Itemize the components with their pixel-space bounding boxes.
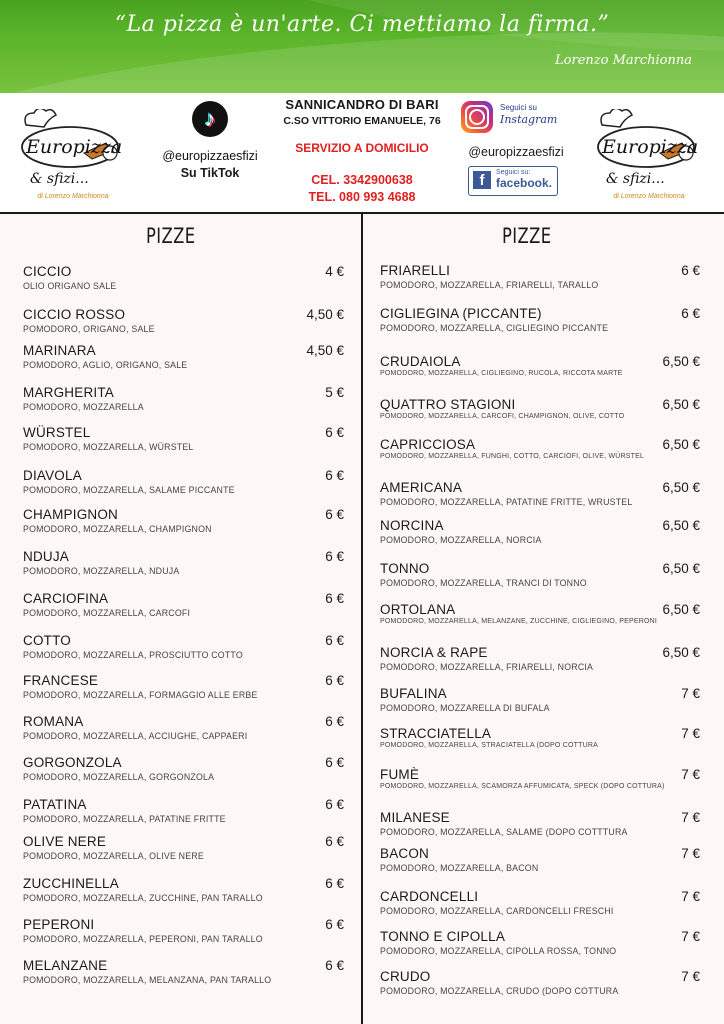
pizza-ingredients: POMODORO, MOZZARELLA, CARDONCELLI FRESCHI — [380, 906, 614, 916]
pizza-name: PEPERONI — [23, 917, 95, 932]
pizza-ingredients: POMODORO, ORIGANO, SALE — [23, 324, 155, 334]
city: SANNICANDRO DI BARI — [285, 97, 439, 112]
pizza-name: DIAVOLA — [23, 468, 82, 483]
pizza-name: MELANZANE — [23, 958, 108, 973]
pizza-price: 4 € — [325, 264, 344, 279]
pizza-price: 6 € — [325, 755, 344, 770]
pizza-price: 6 € — [325, 673, 344, 688]
address: C.SO VITTORIO EMANUELE, 76 — [283, 115, 441, 127]
pizza-price: 6 € — [681, 306, 700, 321]
pizza-ingredients: POMODORO, MOZZARELLA, CIGLIEGINO, RUCOLA, RICCOTA MARTE — [380, 370, 623, 377]
pizza-ingredients: POMODORO, MOZZARELLA, FRIARELLI, TARALLO — [380, 280, 599, 290]
pizza-name: CICCIO ROSSO — [23, 307, 126, 322]
logo-right — [594, 109, 704, 205]
pizza-price: 6 € — [325, 714, 344, 729]
pizza-ingredients: POMODORO, AGLIO, ORIGANO, SALE — [23, 360, 188, 370]
tiktok-handle[interactable]: @europizzaesfizi — [162, 149, 258, 163]
pizza-price: 4,50 € — [306, 343, 344, 358]
pizza-price: 5 € — [325, 385, 344, 400]
logo-subtitle: di Lorenzo Marchionna — [37, 193, 109, 200]
pizza-name: TONNO E CIPOLLA — [380, 929, 506, 944]
pizza-price: 6,50 € — [662, 518, 700, 533]
pizza-name: CARDONCELLI — [380, 889, 479, 904]
pizza-ingredients: POMODORO, MOZZARELLA, ZUCCHINE, PAN TARALLO — [23, 893, 263, 903]
pizza-ingredients: POMODORO, MOZZARELLA, OLIVE NERE — [23, 851, 204, 861]
pizza-price: 7 € — [681, 686, 700, 701]
pizza-name: ORTOLANA — [380, 602, 456, 617]
banner-quote: “La pizza è un'arte. Ci mettiamo la firma.” — [114, 12, 610, 37]
pizza-price: 6,50 € — [662, 561, 700, 576]
instagram-text — [500, 103, 557, 126]
pizza-ingredients: POMODORO, MOZZARELLA, TRANCI DI TONNO — [380, 578, 587, 588]
pizza-name: GORGONZOLA — [23, 755, 122, 770]
pizza-price: 4,50 € — [306, 307, 344, 322]
logo-sfizi: & sfizi... — [606, 171, 665, 187]
left-column-title: PIZZE — [146, 224, 196, 248]
pizza-name: WÜRSTEL — [23, 425, 91, 440]
top-banner — [0, 0, 724, 93]
pizza-name: ZUCCHINELLA — [23, 876, 119, 891]
pizza-name: COTTO — [23, 633, 71, 648]
pizza-price: 6 € — [325, 549, 344, 564]
pizza-price: 6 € — [325, 797, 344, 812]
instagram-handle[interactable]: @europizzaesfizi — [468, 145, 564, 159]
instagram-icon[interactable] — [461, 101, 493, 133]
pizza-price: 6,50 € — [662, 397, 700, 412]
chef-logo-icon — [594, 109, 704, 179]
pizza-price: 6 € — [325, 633, 344, 648]
pizza-ingredients: POMODORO, MOZZARELLA, NORCIA — [380, 535, 542, 545]
pizza-price: 6 € — [325, 917, 344, 932]
pizza-ingredients: POMODORO, MOZZARELLA, CIPOLLA ROSSA, TONNO — [380, 946, 617, 956]
column-divider — [361, 212, 363, 1024]
pizza-name: CIGLIEGINA (PICCANTE) — [380, 306, 542, 321]
pizza-name: OLIVE NERE — [23, 834, 107, 849]
delivery-service: SERVIZIO A DOMICILIO — [295, 141, 429, 155]
pizza-price: 6,50 € — [662, 480, 700, 495]
pizza-name: CARCIOFINA — [23, 591, 109, 606]
pizza-price: 7 € — [681, 889, 700, 904]
pizza-name: TONNO — [380, 561, 430, 576]
pizza-ingredients: POMODORO, MOZZARELLA, PEPERONI, PAN TARALLO — [23, 934, 263, 944]
pizza-ingredients: POMODORO, MOZZARELLA, CARCOFI — [23, 608, 191, 618]
pizza-name: CRUDO — [380, 969, 431, 984]
landline-phone[interactable]: TEL. 080 993 4688 — [308, 190, 416, 204]
svg-text:Europizza: Europizza — [602, 136, 699, 158]
pizza-ingredients: POMODORO, MOZZARELLA, CRUDO (DOPO COTTURA — [380, 986, 619, 996]
facebook-icon[interactable]: f — [473, 171, 491, 189]
pizza-name: QUATTRO STAGIONI — [380, 397, 516, 412]
pizza-price: 6 € — [325, 425, 344, 440]
pizza-ingredients: POMODORO, MOZZARELLA, MELANZANE, ZUCCHINE, CIGLIEGINO, PEPERONI — [380, 618, 658, 625]
pizza-price: 6 € — [325, 834, 344, 849]
pizza-price: 6 € — [325, 876, 344, 891]
pizza-ingredients: POMODORO, MOZZARELLA, BACON — [380, 863, 539, 873]
pizza-name: MILANESE — [380, 810, 450, 825]
pizza-ingredients: POMODORO, MOZZARELLA, PROSCIUTTO COTTO — [23, 650, 243, 660]
svg-text:Europizza: Europizza — [26, 136, 123, 158]
pizza-ingredients: POMODORO, MOZZARELLA, SCAMORZA AFFUMICATA, SPECK (DOPO COTTURA) — [380, 783, 665, 790]
pizza-ingredients: POMODORO, MOZZARELLA, SALAME (DOPO COTTTURA — [380, 827, 628, 837]
pizza-name: FUMÈ — [380, 767, 420, 782]
pizza-price: 7 € — [681, 726, 700, 741]
tiktok-block[interactable] — [150, 101, 270, 180]
pizza-name: BACON — [380, 846, 430, 861]
pizza-price: 6 € — [325, 468, 344, 483]
pizza-ingredients: POMODORO, MOZZARELLA, CHAMPIGNON — [23, 524, 212, 534]
pizza-name: NDUJA — [23, 549, 70, 564]
pizza-ingredients: POMODORO, MOZZARELLA, WÜRSTEL — [23, 442, 194, 452]
right-column-title: PIZZE — [502, 224, 552, 248]
pizza-ingredients: POMODORO, MOZZARELLA DI BUFALA — [380, 703, 550, 713]
pizza-name: FRIARELLI — [380, 263, 451, 278]
instagram-follow: Seguici su — [500, 103, 537, 112]
pizza-name: BUFALINA — [380, 686, 447, 701]
pizza-ingredients: POMODORO, MOZZARELLA, NDUJA — [23, 566, 180, 576]
pizza-ingredients: POMODORO, MOZZARELLA, GORGONZOLA — [23, 772, 215, 782]
pizza-name: AMERICANA — [380, 480, 463, 495]
chef-logo-icon — [18, 109, 128, 179]
pizza-ingredients: POMODORO, MOZZARELLA, CIGLIEGINO PICCANTE — [380, 323, 609, 333]
pizza-ingredients: POMODORO, MOZZARELLA, ACCIUGHE, CAPPAERI — [23, 731, 248, 741]
pizza-price: 7 € — [681, 969, 700, 984]
pizza-price: 6,50 € — [662, 602, 700, 617]
tiktok-icon[interactable]: ♪ — [192, 101, 228, 137]
header — [0, 93, 724, 214]
pizza-price: 6 € — [325, 591, 344, 606]
pizza-ingredients: POMODORO, MOZZARELLA, PATATINE FRITTE — [23, 814, 226, 824]
social-block — [456, 99, 576, 196]
pizza-ingredients: POMODORO, MOZZARELLA, FORMAGGIO ALLE ERBE — [23, 690, 258, 700]
banner-author: Lorenzo Marchionna — [555, 53, 692, 68]
tiktok-label: Su TikTok — [180, 166, 240, 180]
pizza-name: FRANCESE — [23, 673, 99, 688]
pizza-price: 6,50 € — [662, 437, 700, 452]
pizza-name: STRACCIATELLA — [380, 726, 492, 741]
logo-sfizi: & sfizi... — [30, 171, 89, 187]
pizza-price: 7 € — [681, 929, 700, 944]
pizza-ingredients: POMODORO, MOZZARELLA, CARCOFI, CHAMPIGNON, OLIVE, COTTO — [380, 413, 625, 420]
facebook-name: facebook. — [496, 175, 553, 190]
pizza-name: MARINARA — [23, 343, 96, 358]
pizza-name: CRUDAIOLA — [380, 354, 461, 369]
logo-left — [18, 109, 128, 205]
pizza-ingredients: POMODORO, MOZZARELLA, SALAME PICCANTE — [23, 485, 235, 495]
pizza-price: 6,50 € — [662, 645, 700, 660]
pizza-price: 6,50 € — [662, 354, 700, 369]
pizza-ingredients: POMODORO, MOZZARELLA, MELANZANA, PAN TARALLO — [23, 975, 272, 985]
pizza-name: CICCIO — [23, 264, 72, 279]
pizza-price: 6 € — [681, 263, 700, 278]
pizza-name: NORCINA — [380, 518, 444, 533]
pizza-price: 7 € — [681, 810, 700, 825]
logo-subtitle: di Lorenzo Marchionna — [613, 193, 685, 200]
pizza-ingredients: POMODORO, MOZZARELLA — [23, 402, 144, 412]
pizza-name: NORCIA & RAPE — [380, 645, 488, 660]
facebook-text — [496, 169, 552, 190]
pizza-price: 7 € — [681, 846, 700, 861]
pizza-ingredients: POMODORO, MOZZARELLA, FRIARELLI, NORCIA — [380, 662, 594, 672]
mobile-phone[interactable]: CEL. 3342900638 — [311, 173, 413, 187]
pizza-ingredients: POMODORO, MOZZARELLA, PATATINE FRITTE, WRUSTEL — [380, 497, 633, 507]
facebook-badge[interactable] — [468, 166, 558, 196]
pizza-ingredients: POMODORO, MOZZARELLA, STRACIATELLA (DOPO COTTURA — [380, 742, 598, 749]
pizza-ingredients: OLIO ORIGANO SALE — [23, 281, 117, 291]
pizza-ingredients: POMODORO, MOZZARELLA, FUNGHI, COTTO, CARCIOFI, OLIVE, WÜRSTEL — [380, 453, 645, 460]
contact-info — [272, 97, 452, 204]
pizza-name: CAPRICCIOSA — [380, 437, 476, 452]
pizza-name: ROMANA — [23, 714, 84, 729]
pizza-name: MARGHERITA — [23, 385, 115, 400]
facebook-follow: Seguici su: — [496, 169, 531, 176]
pizza-name: PATATINA — [23, 797, 87, 812]
instagram-badge[interactable] — [456, 99, 576, 135]
pizza-price: 7 € — [681, 767, 700, 782]
pizza-name: CHAMPIGNON — [23, 507, 119, 522]
pizza-price: 6 € — [325, 507, 344, 522]
instagram-name: Instagram — [500, 112, 558, 126]
pizza-price: 6 € — [325, 958, 344, 973]
